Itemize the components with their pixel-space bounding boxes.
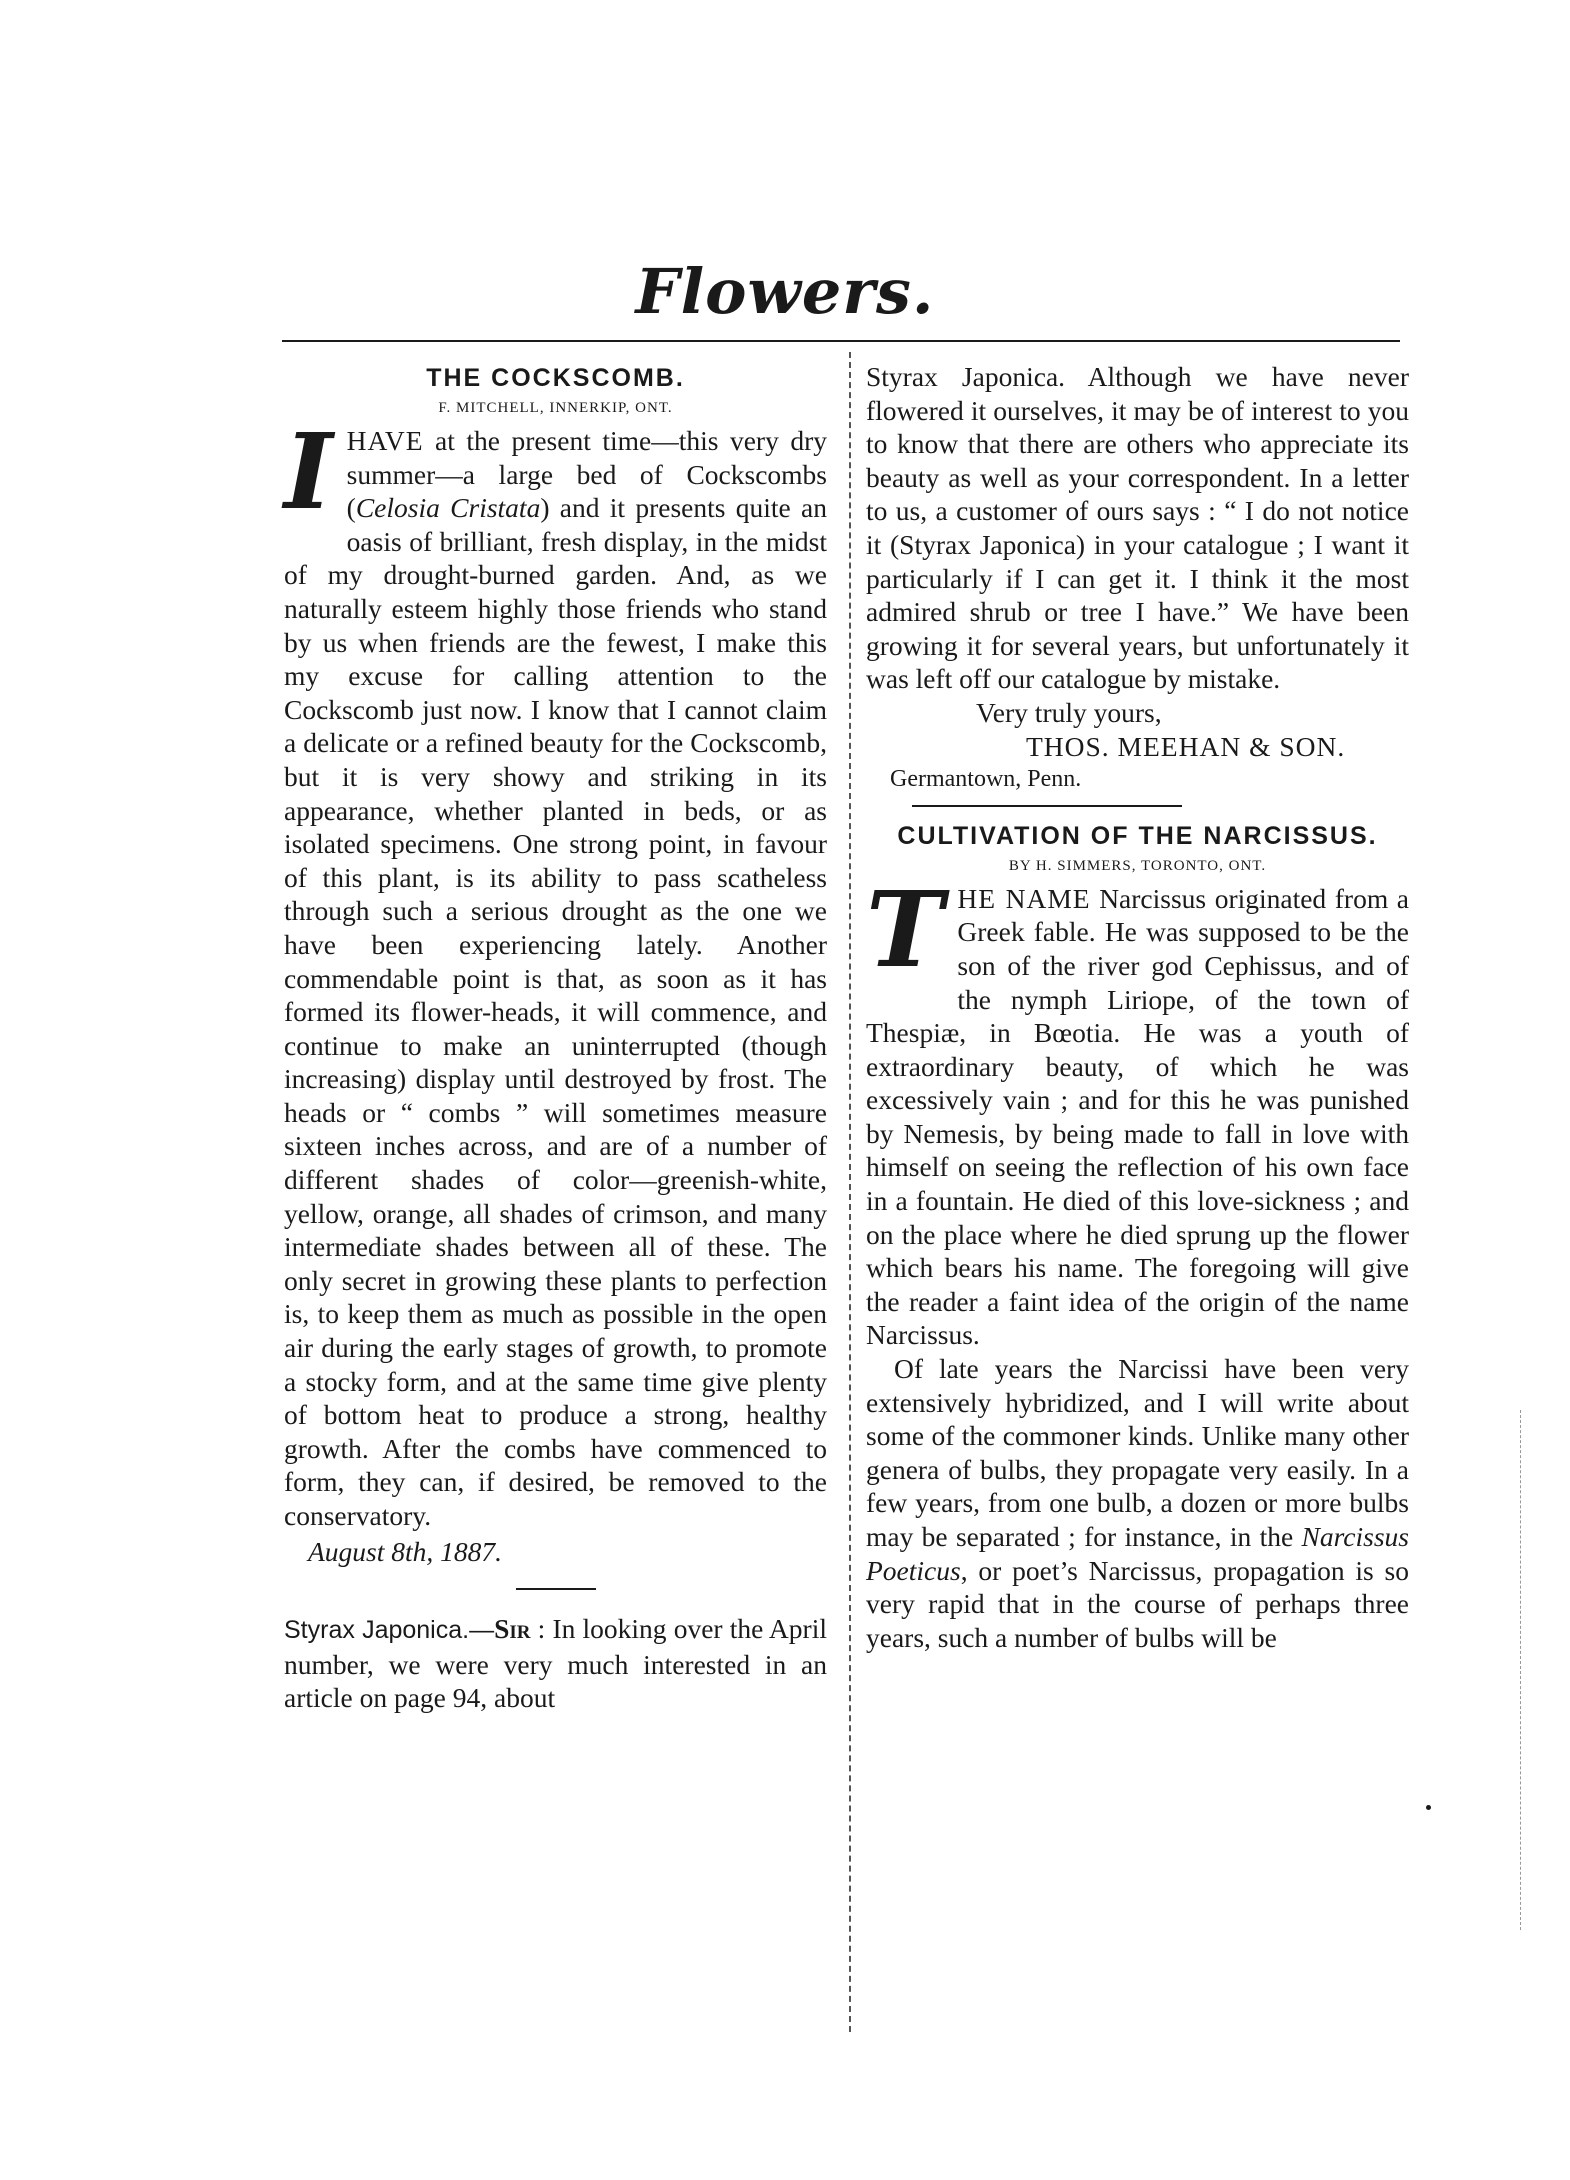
right-column bbox=[866, 360, 1409, 1654]
cockscomb-text-1: at the present time—this very dry summer—a large bed of Cockscombs ( bbox=[346, 425, 827, 524]
cockscomb-text-2: ) and it presents quite an oasis of brilliant, fresh display, in the midst of my drought-burned garden. And, as we naturally esteem highly those friends who stand by us when friends are the fewest, I make this my excuse for calling attention to the Cockscomb just now. I know that I cannot claim a delicate or a refined beauty for the Cockscomb, but it is very showy and striking in its appearance, whether planted in beds, or as isolated specimens. One strong point, in favour of this plant, is its ability to pass scatheless through such a serious drought as the one we have been experiencing lately. Another commendable point is that, as soon as it has formed its flower-heads, it will commence, and continue to make an uninterrupted (though increasing) display until destroyed by frost. The heads or “ combs ” will sometimes measure sixteen inches across, and are of a number of different shades of color—greenish-white, yellow, orange, all shades of crimson, and many intermediate shades between all of these. The only secret in growing these plants to perfection is, to keep them as much as possible in the open air during the early stages of growth, to promote a stocky form, and at the same time give plenty of bottom heat to produce a strong, healthy growth. After the combs have commenced to form, they can, if desired, be removed to the conservatory. bbox=[284, 492, 827, 1531]
cockscomb-lead-caps: HAVE bbox=[346, 425, 424, 456]
cockscomb-date: August 8th, 1887. bbox=[308, 1535, 503, 1567]
styrax-body-left bbox=[284, 1612, 827, 1715]
page-edge-mark bbox=[1520, 1410, 1521, 1930]
styrax-salutation: Sir bbox=[494, 1613, 531, 1645]
narcissus-text-1: Narcissus originated from a Greek fable. He was supposed to be the son of the river god Cephissus, and of the nymph Liriope, of the town of Thespiæ, in Bœotia. He was a youth of extraordinary beauty, of which he was excessively vain ; and for this he was punished by Nemesis, by being made to fall in love with himself on seeing the reflection of his own face in a fountain. He died of this love-sickness ; and on the place where he died sprung up the flower which bears his name. The foregoing will give the reader a faint idea of the origin of the name Narcissus. bbox=[866, 882, 1409, 1351]
left-column bbox=[284, 360, 827, 1715]
narcissus-text-2b: , or poet’s Narcissus, propagation is so very rapid that in the course of perhaps three years, such a number of bulbs will be bbox=[866, 1554, 1409, 1653]
styrax-signature: THOS. MEEHAN & SON. bbox=[1026, 730, 1346, 762]
article-separator bbox=[516, 1588, 596, 1590]
cockscomb-title: THE COCKSCOMB. bbox=[426, 364, 685, 392]
column-divider bbox=[849, 352, 851, 2032]
styrax-place: Germantown, Penn. bbox=[890, 766, 1082, 793]
cockscomb-body bbox=[284, 410, 827, 1533]
cockscomb-dropcap: I bbox=[284, 410, 333, 533]
narcissus-italic-name: Narcissus Poeticus bbox=[866, 1521, 1409, 1586]
styrax-text-left: : In looking over the April number, we were very much interested in an article on page 94, about bbox=[284, 1613, 827, 1714]
narcissus-dropcap: T bbox=[866, 867, 944, 991]
cockscomb-italic-name: Celosia Cristata bbox=[355, 492, 541, 524]
ink-speck bbox=[1426, 1805, 1431, 1810]
top-rule bbox=[282, 340, 1400, 342]
narcissus-para-2 bbox=[866, 1352, 1409, 1654]
narcissus-para-1 bbox=[866, 867, 1409, 1352]
styrax-closing: Very truly yours, bbox=[976, 696, 1162, 728]
signature-rule bbox=[912, 805, 1182, 807]
styrax-body-right: Styrax Japonica. Although we have never flowered it ourselves, it may be of interest to you to know that there are others who appreciate its beauty as well as your correspondent. In a letter to us, a customer of ours says : “ I do not notice it (Styrax Japonica) in your catalogue ; I want it particularly if I can get it. I think it the most admired shrub or tree I have.” We have been growing it for several years, but unfortunately it was left off our catalogue by mistake. bbox=[866, 361, 1409, 695]
styrax-lead-in: Styrax Japonica.— bbox=[284, 1616, 495, 1645]
narcissus-title: CULTIVATION OF THE NARCISSUS. bbox=[897, 821, 1378, 850]
narcissus-lead-caps: HE NAME bbox=[957, 882, 1091, 914]
cockscomb-byline: F. MITCHELL, INNERKIP, ONT. bbox=[438, 400, 673, 416]
page-heading: Flowers. bbox=[635, 255, 935, 328]
narcissus-text-2a: Of late years the Narcissi have been very extensively hybridized, and I will write about some of the commoner kinds. Unlike many other genera of bulbs, they propagate very easily. In a few years, from one bulb, a dozen or more bulbs may be separated ; for instance, in the bbox=[866, 1353, 1409, 1552]
narcissus-byline: BY H. SIMMERS, TORONTO, ONT. bbox=[1008, 857, 1267, 874]
